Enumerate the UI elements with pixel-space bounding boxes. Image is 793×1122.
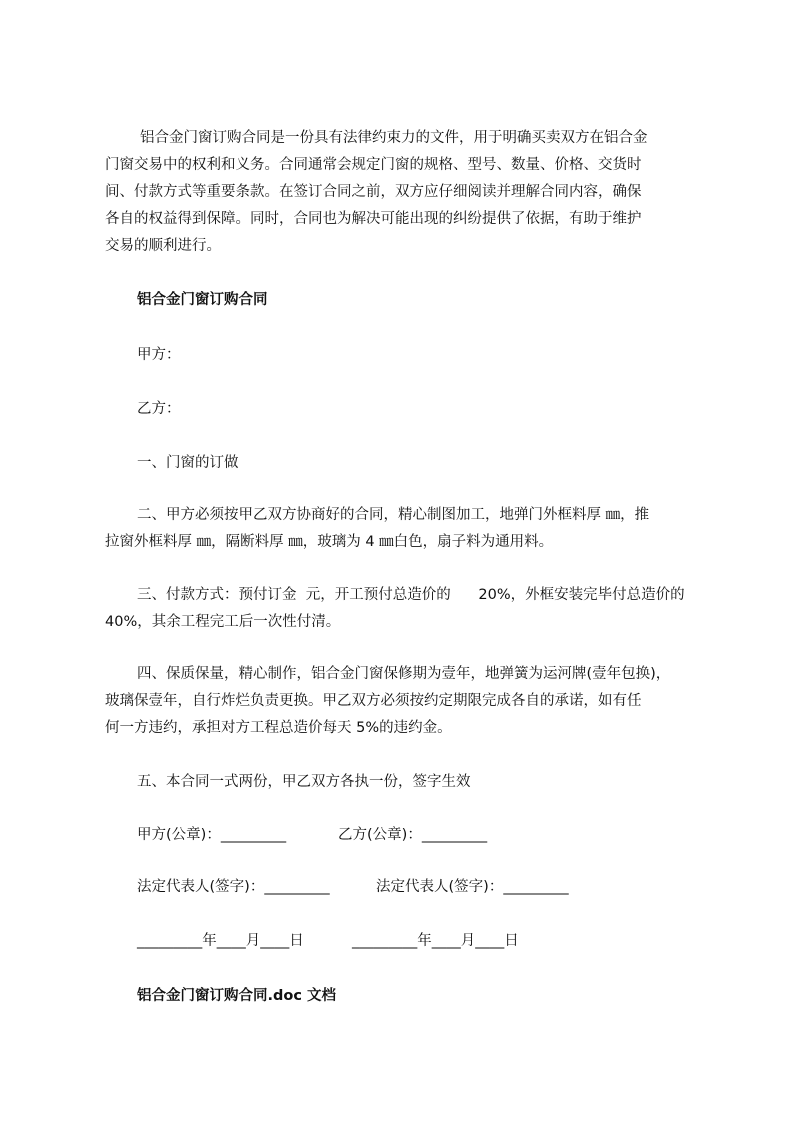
party-b-representative-line: 法定代表人(签字)：_________ [376,879,569,895]
clause-1: 一、门窗的订做 [137,455,239,471]
clause-3-line-1: 三、付款方式：预付订金 元，开工预付总造价的 20%，外框安装完毕付总造价的 [137,587,685,603]
party-a-date-line: _________年____月____日 [137,933,304,949]
intro-paragraph-line-3: 间、付款方式等重要条款。在签订合同之前，双方应仔细阅读并理解合同内容，确保 [105,184,642,200]
clause-4-line-2: 玻璃保壹年，自行炸烂负责更换。甲乙双方必须按约定期限完成各自的承诺，如有任 [105,693,642,709]
clause-4-line-3: 何一方违约，承担对方工程总造价每天 5%的违约金。 [105,720,452,736]
intro-paragraph-line-1: 铝合金门窗订购合同是一份具有法律约束力的文件，用于明确买卖双方在铝合金 [140,130,648,146]
party-b-label: 乙方： [137,401,181,417]
clause-2-line-2: 拉窗外框料厚 ㎜，隔断料厚 ㎜，玻璃为 4 ㎜白色，扇子料为通用料。 [105,534,554,550]
intro-paragraph-line-4: 各自的权益得到保障。同时，合同也为解决可能出现的纠纷提供了依据，有助于维护 [105,211,642,227]
party-b-seal-line: 乙方(公章)：_________ [338,827,488,843]
contract-title: 铝合金门窗订购合同 [137,292,268,308]
party-a-label: 甲方： [137,347,181,363]
clause-5: 五、本合同一式两份，甲乙双方各执一份，签字生效 [137,774,471,790]
intro-paragraph-line-5: 交易的顺利进行。 [105,238,221,254]
clause-2-line-1: 二、甲方必须按甲乙双方协商好的合同，精心制图加工，地弹门外框料厚 ㎜，推 [137,507,650,523]
clause-3-line-2: 40%，其余工程完工后一次性付清。 [105,614,341,630]
party-a-seal-line: 甲方(公章)：_________ [137,827,287,843]
clause-4-line-1: 四、保质保量，精心制作，铝合金门窗保修期为壹年，地弹簧为运河牌(壹年包换)， [137,666,671,682]
party-a-representative-line: 法定代表人(签字)：_________ [137,879,330,895]
party-b-date-line: _________年____月____日 [352,933,519,949]
intro-paragraph-line-2: 门窗交易中的权利和义务。合同通常会规定门窗的规格、型号、数量、价格、交货时 [105,157,642,173]
document-file-title: 铝合金门窗订购合同.doc 文档 [137,988,336,1004]
